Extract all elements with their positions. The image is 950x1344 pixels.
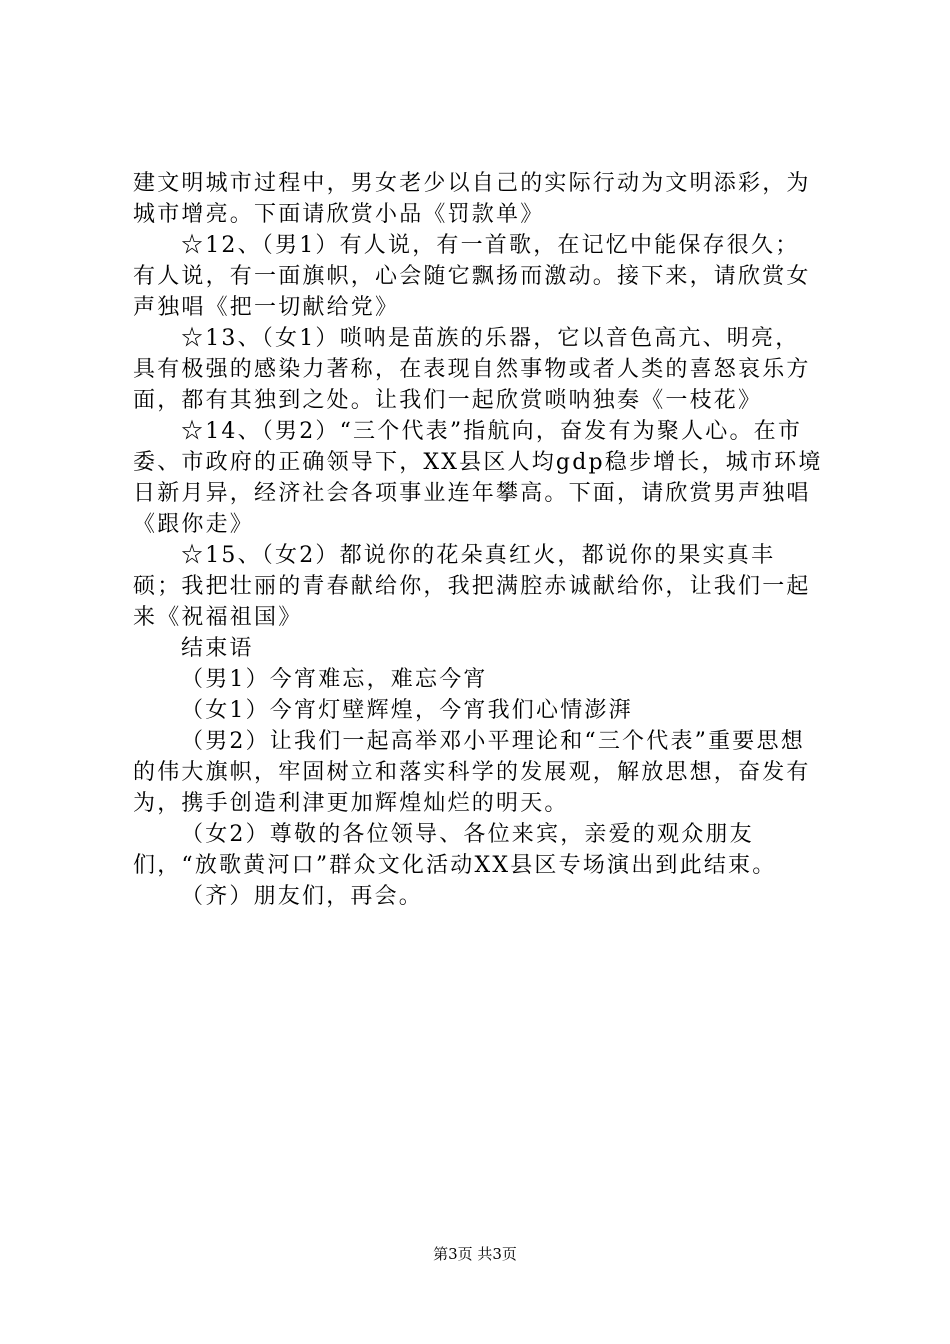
paragraph-item-12: ☆12、（男1）有人说，有一首歌，在记忆中能保存很久；有人说，有一面旗帜，心会随它飘扬而激动。接下来，请欣赏女声独唱《把一切献给党》: [133, 233, 811, 320]
page-number-footer: 第3页 共3页: [433, 1245, 517, 1263]
paragraph-item-15: ☆15、（女2）都说你的花朵真红火，都说你的果实真丰硕；我把壮丽的青春献给你，我把满腔赤诚献给你，让我们一起来《祝福祖国》: [133, 543, 811, 630]
paragraph-item-14: ☆14、（男2）“三个代表”指航向，奋发有为聚人心。在市委、市政府的正确领导下，XX县区人均gdp稳步增长，城市环境日新月异，经济社会各项事业连年攀高。下面，请欣赏男声独唱《跟你走》: [133, 419, 823, 537]
closing-line-female-1: （女1）今宵灯壁辉煌，今宵我们心情澎湃: [181, 698, 633, 723]
closing-line-male-2: （男2）让我们一起高举邓小平理论和“三个代表”重要思想的伟大旗帜，牢固树立和落实科学的发展观，解放思想，奋发有为，携手创造利津更加辉煌灿烂的明天。: [133, 729, 811, 816]
document-body: [133, 168, 823, 912]
paragraph-intro: 建文明城市过程中，男女老少以自己的实际行动为文明添彩，为城市增亮。下面请欣赏小品《罚款单》: [133, 171, 811, 227]
paragraph-item-13: ☆13、（女1）唢呐是苗族的乐器，它以音色高亢、明亮，具有极强的感染力著称，在表现自然事物或者人类的喜怒哀乐方面，都有其独到之处。让我们一起欣赏唢呐独奏《一枝花》: [133, 326, 811, 413]
closing-line-male-1: （男1）今宵难忘，难忘今宵: [181, 667, 488, 692]
closing-heading: 结束语: [181, 636, 254, 661]
closing-line-together: （齐）朋友们，再会。: [181, 884, 424, 909]
closing-line-female-2: （女2）尊敬的各位领导、各位来宾，亲爱的观众朋友们，“放歌黄河口”群众文化活动XX县区专场演出到此结束。: [133, 822, 777, 878]
